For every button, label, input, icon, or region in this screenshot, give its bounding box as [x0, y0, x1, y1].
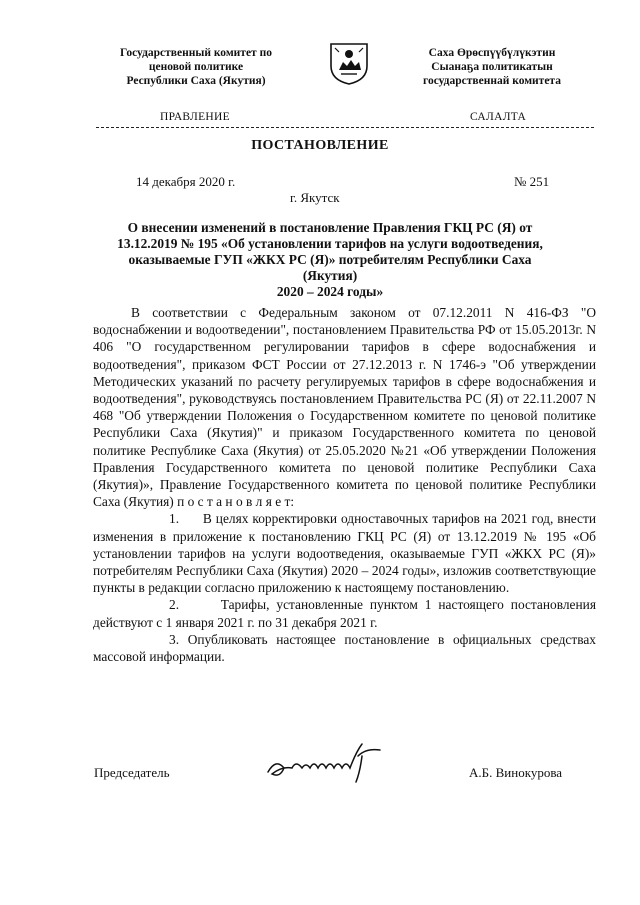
issuer-line: ценовой политике — [148, 61, 244, 73]
item-text: Тарифы, установленные пунктом 1 настоящего постановления действуют с 1 января 2021 г. по 31 декабря 2021 г. — [93, 597, 596, 630]
subject-line: О внесении изменений в постановление Правления ГКЦ РС (Я) от — [127, 220, 533, 235]
sakha-emblem-icon — [327, 40, 371, 86]
issuer-line: Сыанаҕа политикатын — [431, 61, 553, 73]
signatory-title: Председатель — [94, 765, 170, 780]
decree-word: п о с т а н о в л я е т: — [177, 494, 295, 510]
subject-line: оказываемые ГУП «ЖКХ РС (Я)» потребителям Республики Саха (Якутия) — [128, 252, 532, 283]
item-number: 3. — [169, 631, 180, 647]
issuer-line: Республики Саха (Якутия) — [126, 75, 266, 87]
issuer-name-ru — [96, 46, 296, 88]
document-type-title: ПОСТАНОВЛЕНИЕ — [251, 138, 389, 153]
list-item — [93, 596, 596, 630]
issuer-line: государственнай комитета — [423, 75, 561, 87]
document-city: г. Якутск — [290, 190, 340, 205]
item-text: В целях корректировки одноставочных тарифов на 2021 год, внести изменения в приложение к постановлению ГКЦ РС (Я) от 13.12.2019 № 195 «Об установлении тарифов на услуги водоотведения, оказываемые ГУП «ЖКХ РС (Я)» потребителям Республики Саха (Якутия) 2020 – 2024 годы», изложив соответствующие пункты в редакции согласно приложению к настоящему постановлению. — [93, 511, 596, 596]
board-label-ru: ПРАВЛЕНИЕ — [160, 111, 230, 123]
item-number: 1. — [169, 511, 180, 527]
subject-line: 2020 – 2024 годы» — [276, 284, 384, 299]
header-divider — [96, 127, 594, 128]
issuer-name-sah — [392, 46, 592, 88]
item-number: 2. — [169, 597, 180, 613]
issuer-line: Саха Өрөспүүбүлүкэтин — [428, 47, 556, 59]
board-label-sah: САЛАЛТА — [470, 111, 527, 123]
item-text: Опубликовать настоящее постановление в официальных средствах массовой информации. — [93, 631, 596, 665]
document-subject — [108, 220, 552, 300]
list-item — [93, 510, 596, 596]
preamble-text: В соответствии с Федеральным законом от 07.12.2011 N 416-ФЗ "О водоснабжении и водоотведении", постановлением Правительства РФ от 15.05.2013г. N 406 "О государственном регулировании тарифов в сфере водоснабжения и водоотведения", приказом ФСТ России от 27.12.2013 г. N 1746-э "Об утверждении Методических указаний по расчету регулируемых тарифов в сфере водоснабжения и водоотведения", руководствуясь постановлением Правительства РС (Я) от 22.11.2007 N 468 "Об утверждении Положения о Государственном комитете по ценовой политике Республики Саха (Якутия)" и приказом Государственного комитета по ценовой политике Республике Саха (Якутия) от 25.05.2020 №21 «Об утверждении Положения Правления Государственного комитета по ценовой политике Республики Саха (Якутия)», Правление Государственного комитета по ценовой политике Республики Саха (Якутия) — [93, 305, 596, 510]
handwritten-signature-icon — [262, 738, 392, 786]
signatory-name: А.Б. Винокурова — [469, 765, 563, 780]
subject-line: 13.12.2019 № 195 «Об установлении тарифов на услуги водоотведения, — [117, 236, 543, 251]
list-item — [93, 631, 596, 665]
document-body — [93, 304, 596, 665]
document-number: № 251 — [514, 174, 550, 189]
document-date: 14 декабря 2020 г. — [136, 174, 236, 189]
issuer-line: Государственный комитет по — [120, 47, 272, 59]
preamble-paragraph — [93, 304, 596, 510]
